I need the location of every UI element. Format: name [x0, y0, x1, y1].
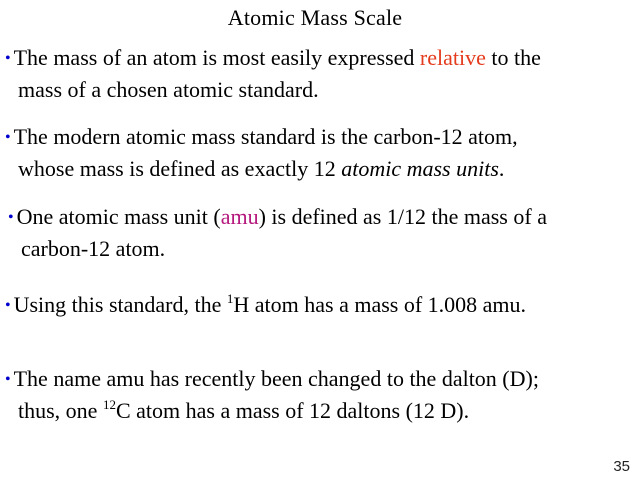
bullet-text: The mass of an atom is most easily expressed: [13, 45, 420, 70]
page-number: 35: [613, 458, 630, 475]
bullet-hydrogen-mass: [5, 290, 526, 322]
bullet-dot-icon: •: [5, 371, 11, 388]
bullet-relative-mass: [5, 43, 541, 104]
bullet-dot-icon: •: [5, 297, 11, 314]
bullet-dot-icon: •: [5, 50, 11, 67]
slide-title: Atomic Mass Scale: [227, 5, 403, 30]
bullet-text: H atom has a mass of 1.008 amu.: [233, 292, 527, 317]
bullet-text-line2: mass of a chosen atomic standard.: [18, 77, 319, 102]
bullet-text: C atom has a mass of 12 daltons (12 D).: [115, 398, 470, 423]
bullet-amu-definition: [8, 202, 547, 263]
bullet-text: .: [498, 156, 505, 181]
superscript-mass-number: 1: [226, 291, 234, 306]
bullet-text-line2: carbon-12 atom.: [21, 236, 166, 261]
superscript-mass-number: 12: [102, 397, 116, 412]
bullet-dalton: [5, 364, 539, 425]
highlight-amu: amu: [220, 204, 259, 229]
emphasis-amu-term: atomic mass units: [341, 156, 499, 181]
bullet-text: The name amu has recently been changed to the dalton (D);: [13, 366, 539, 391]
bullet-carbon-standard: [5, 122, 518, 183]
bullet-text: to the: [485, 45, 541, 70]
bullet-dot-icon: •: [8, 209, 14, 226]
bullet-text-line2: thus, one: [18, 398, 103, 423]
bullet-text: The modern atomic mass standard is the carbon-12 atom,: [13, 124, 518, 149]
bullet-text: Using this standard, the: [13, 292, 227, 317]
bullet-text: One atomic mass unit (: [16, 204, 221, 229]
bullet-text-line2: whose mass is defined as exactly 12: [18, 156, 342, 181]
bullet-dot-icon: •: [5, 129, 11, 146]
bullet-text: ) is defined as 1/12 the mass of a: [258, 204, 547, 229]
highlight-relative: relative: [419, 45, 486, 70]
